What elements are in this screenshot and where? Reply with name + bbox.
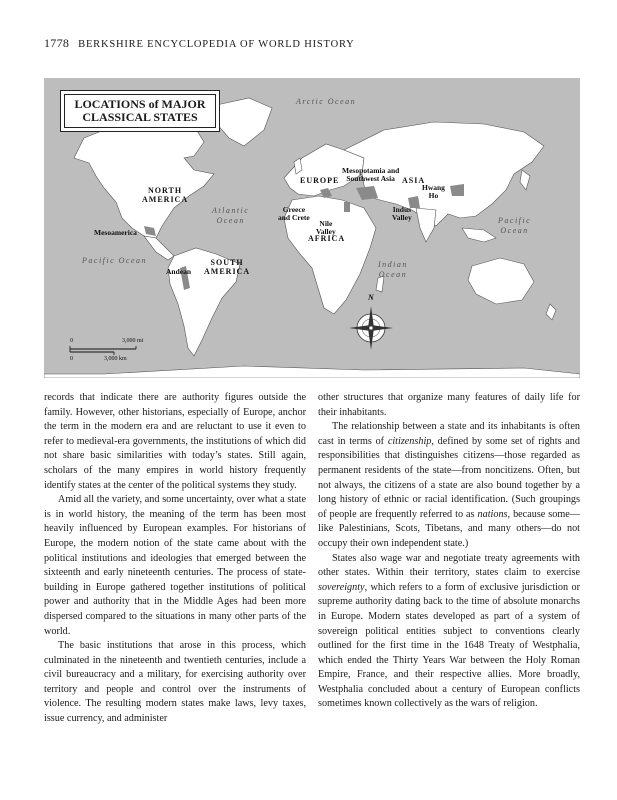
- ocean-label-pacific-right: Pacific Ocean: [498, 216, 532, 235]
- running-header: [44, 36, 355, 51]
- ocean-label-pacific-left: Pacific Ocean: [82, 256, 148, 265]
- state-label-mesopotamia: Mesopotamia and Southwest Asia: [342, 166, 400, 183]
- right-paragraph-2: The relationship between a state and its inhabitants is often cast in terms of citizenship, defined by some set of rights and responsibilities that distinguishes citizens—those regarded as permanent residents of the state—from noncitizens. Often, but not always, the citizens of a state are also bound together by a long history of ethnic or racial identification. (Such groupings of people are frequently referred to as nations, because some—like Palestinians, Scots, Tibetans, and many others—do not occupy their own independent state.): [318, 421, 580, 549]
- right-paragraph-1: other structures that organize many features of daily life for their inhabitants.: [318, 392, 580, 418]
- continent-south-america: SOUTH AMERICA: [204, 258, 251, 276]
- continent-africa: AFRICA: [308, 234, 346, 243]
- continent-asia: ASIA: [402, 176, 426, 185]
- ocean-label-atlantic: Atlantic Ocean: [212, 206, 250, 225]
- running-title: BERKSHIRE ENCYCLOPEDIA OF WORLD HISTORY: [78, 39, 355, 50]
- scale-mi-label: 3,000 mi: [122, 338, 144, 344]
- state-label-hwang-ho: Hwang Ho: [422, 183, 445, 200]
- hwang-ho-region: [450, 184, 464, 196]
- state-label-nile-valley: Nile Valley: [316, 219, 336, 236]
- continent-north-america: NORTH AMERICA: [142, 186, 189, 204]
- scale-zero-km: 0: [70, 356, 73, 362]
- continent-europe: EUROPE: [300, 176, 340, 185]
- left-paragraph-1: records that indicate there are authority figures outside the family. However, other historians, especially of Europe, anchor the term in the modern era and are reluctant to use it even to refer to medieval-era governments, the institutions of which did not share basic similarities with today’s states. Still again, scholars of the many empires in world history frequently identify states at the center of the political systems they study.: [44, 392, 306, 491]
- scale-km-label: 3,000 km: [104, 356, 127, 362]
- state-label-indus-valley: Indus Valley: [392, 205, 412, 222]
- map-title-line2: CLASSICAL STATES: [82, 110, 198, 124]
- ocean-label-arctic: Arctic Ocean: [296, 97, 357, 106]
- term-citizenship: citizenship: [387, 435, 432, 447]
- right-paragraph-3: States also wage war and negotiate treaty agreements with other states. Within their territory, states claim to exercise sovereignty, which refers to a form of exclusive jurisdiction or supreme authority dating back to the time of absolute monarchs in Europe. Modern states developed as part of a system of sovereign political entities subject to conventions clearly outlined for the first time in the 1648 Treaty of Westphalia, which ended the Thirty Years War between the Holy Roman Empire, France, and their respective allies. More broadly, Westphalia concluded about a century of European conflicts sometimes known collectively as the wars of religion.: [318, 552, 580, 710]
- scale-bar: [70, 346, 136, 355]
- term-nations: nations: [477, 508, 508, 520]
- state-label-greece-crete: Greece and Crete: [278, 205, 310, 222]
- nile-region: [344, 202, 350, 212]
- scale-zero-mi: 0: [70, 338, 73, 344]
- left-paragraph-3: The basic institutions that arose in this process, which culminated in the nineteenth and twentieth centuries, include a civil bureaucracy and a military, for exercising authority over territory and people and control over the instruments of violence. The resulting modern states make laws, levy taxes, issue currency, and administer: [44, 640, 306, 725]
- compass-north-label: N: [368, 293, 374, 302]
- term-sovereignty: sovereignty: [318, 581, 365, 593]
- compass-rose: [349, 306, 393, 350]
- left-paragraph-2: Amid all the variety, and some uncertainty, over what a state is in world history, the meaning of the term has been most heavily influenced by European examples. For historians of Europe, the modern notion of the state came about with the political institutions and ideologies that emerged between the sixteenth and early nineteenth centuries. The process of state-building in Europe gathered together institutions of political power and authority that in the Middle Ages had been more dispersed compared to the situations in many other parts of the world.: [44, 494, 306, 637]
- page-number: 1778: [44, 36, 70, 50]
- ocean-label-indian: Indian Ocean: [378, 260, 408, 279]
- map-title-line1: LOCATIONS of MAJOR: [74, 97, 206, 111]
- map-title-box: [64, 94, 216, 128]
- body-column-right: [318, 391, 580, 712]
- world-map: [44, 78, 580, 378]
- state-label-andean: Andean: [166, 267, 192, 276]
- body-column-left: [44, 391, 306, 727]
- state-label-mesoamerica: Mesoamerica: [94, 228, 137, 237]
